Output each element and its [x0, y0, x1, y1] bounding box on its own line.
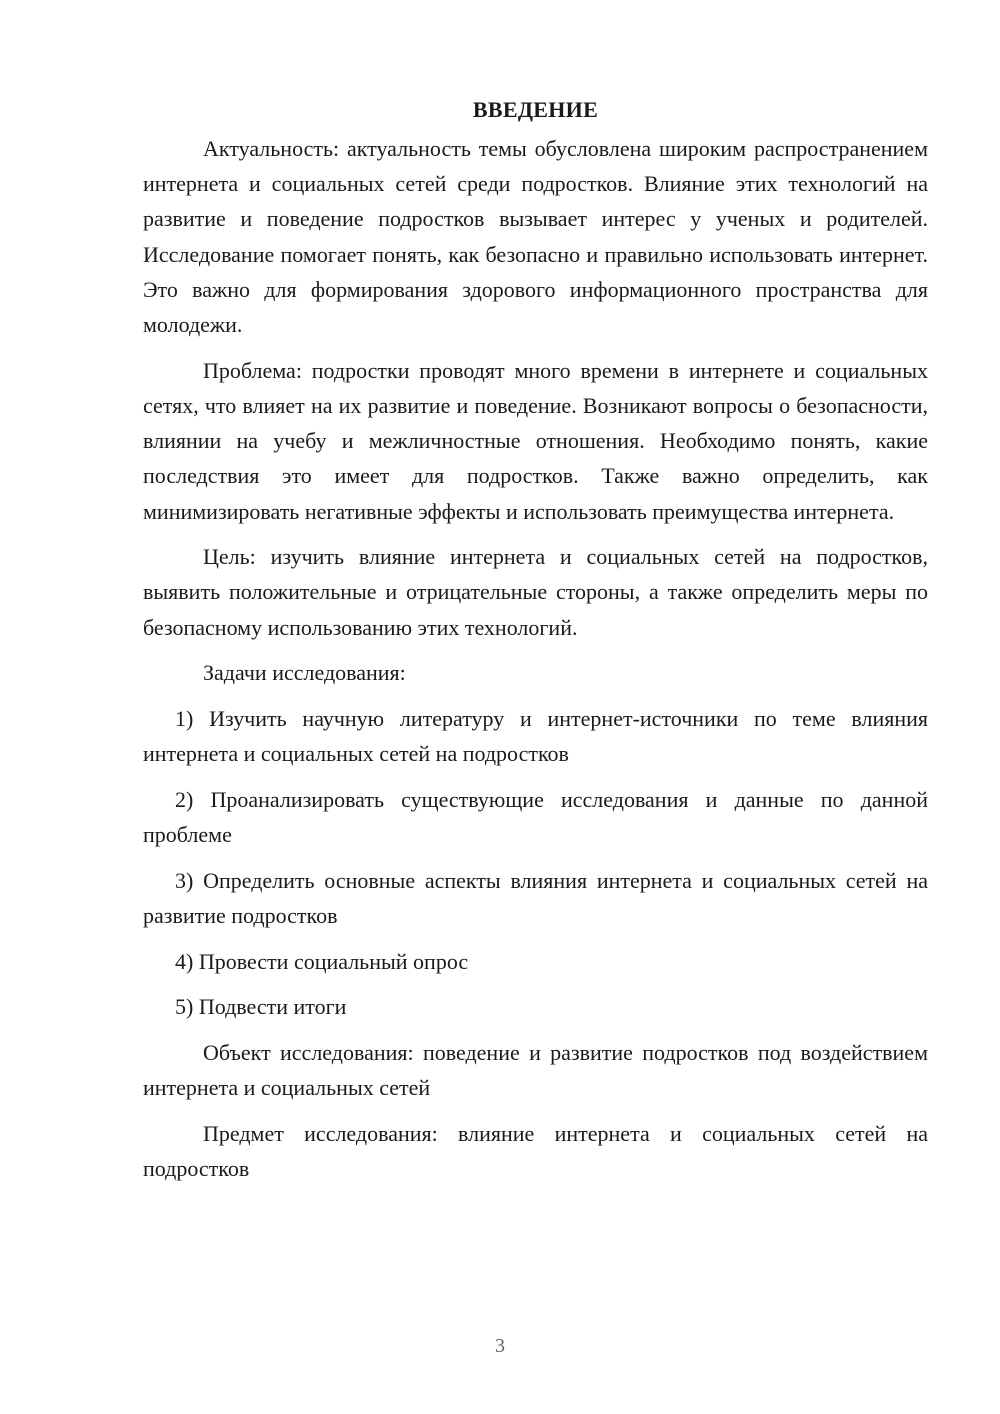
task-item: 2) Проанализировать существующие исследования и данные по данной проблеме [143, 786, 928, 848]
page-number: 3 [495, 1335, 505, 1357]
paragraph-tasks-intro: Задачи исследования: [203, 660, 406, 686]
document-page [143, 92, 928, 1186]
task-item: 1) Изучить научную литературу и интернет-источники по теме влияния интернета и социальных сетей на подростков [143, 706, 928, 767]
task-list [143, 701, 928, 1025]
paragraph-problem: Проблема: подростки проводят много времени в интернете и социальных сетях, что влияет на их развитие и поведение. Возникают вопросы о безопасности, влиянии на учебу и межличностные отношения. Необходимо понять, какие последствия это имеет для подростков. Также важно определить, как минимизировать негативные эффекты и использовать преимущества интернета. [143, 357, 928, 524]
task-item: 5) Подвести итоги [175, 994, 347, 1020]
paragraph-object: Объект исследования: поведение и развитие подростков под воздействием интернета и социальных сетей [143, 1040, 928, 1101]
paragraph-relevance: Актуальность: актуальность темы обусловлена широким распространением интернета и социальных сетей среди подростков. Влияние этих технологий на развитие и поведение подростков вызывает интерес у ученых и родителей. Исследование помогает понять, как безопасно и правильно использовать интернет. Это важно для формирования здорового информационного пространства для молодежи. [143, 136, 928, 338]
paragraph-subject: Предмет исследования: влияние интернета и социальных сетей на подростков [143, 1121, 928, 1182]
section-heading: ВВЕДЕНИЕ [472, 97, 599, 122]
task-item: 3) Определить основные аспекты влияния интернета и социальных сетей на развитие подростков [143, 867, 928, 929]
task-item: 4) Провести социальный опрос [175, 948, 469, 974]
paragraph-goal: Цель: изучить влияние интернета и социальных сетей на подростков, выявить положительные и отрицательные стороны, а также определить меры по безопасному использованию этих технологий. [143, 544, 928, 640]
